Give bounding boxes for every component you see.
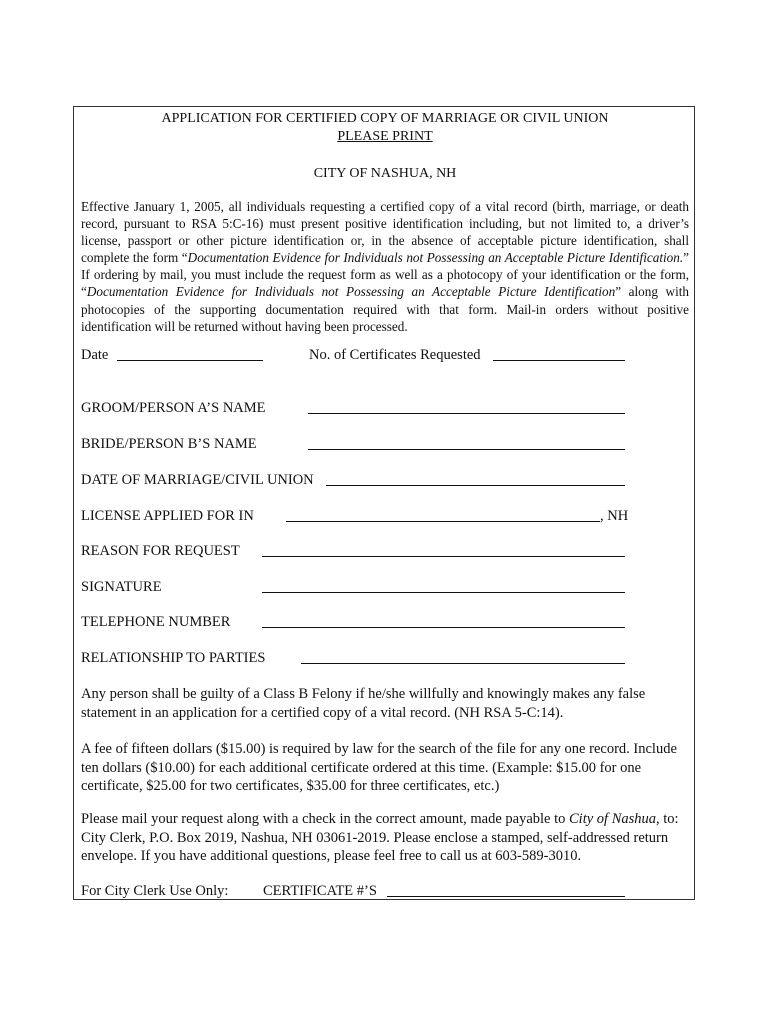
groom-name-label: GROOM/PERSON A’S NAME	[81, 400, 266, 416]
license-location-field[interactable]	[286, 521, 600, 522]
intro-text-2: ” If ordering by mail, you must include the request form as well as a photocopy of your identification or the form, “	[81, 250, 689, 300]
mail-text-2: , to: City Clerk, P.O. Box 2019, Nashua, NH 03061-2019. Please enclose a stamped, self-addressed return envelope. If you have additional questions, please feel free to call us at 603-589-3010.	[81, 811, 679, 865]
marriage-date-field[interactable]	[326, 485, 625, 486]
reason-label: REASON FOR REQUEST	[81, 543, 240, 559]
telephone-field[interactable]	[262, 627, 625, 628]
identification-notice	[81, 198, 689, 335]
relationship-label: RELATIONSHIP TO PARTIES	[81, 650, 266, 666]
felony-notice: Any person shall be guilty of a Class B Felony if he/she willfully and knowingly makes any false statement in an application for a certified copy of a vital record. (NH RSA 5-C:14).	[81, 686, 646, 721]
payee-name: City of Nashua	[569, 811, 657, 827]
marriage-date-label: DATE OF MARRIAGE/CIVIL UNION	[81, 472, 314, 488]
date-label: Date	[81, 347, 109, 363]
telephone-label: TELEPHONE NUMBER	[81, 614, 231, 630]
city-heading: CITY OF NASHUA, NH	[313, 166, 457, 181]
mail-text-1: Please mail your request along with a check in the correct amount, made payable to	[81, 811, 569, 827]
reason-field[interactable]	[262, 556, 625, 557]
form-title: APPLICATION FOR CERTIFIED COPY OF MARRIAGE OR CIVIL UNION	[161, 111, 609, 126]
relationship-field[interactable]	[301, 663, 625, 664]
certificate-numbers-field[interactable]	[387, 896, 625, 897]
certificates-field[interactable]	[493, 360, 625, 361]
fee-notice: A fee of fifteen dollars ($15.00) is required by law for the search of the file for any one record. Include ten dollars ($10.00) for each additional certificate ordered at this time. (Example: $15.00 for one certificate, $25.00 for two certificates, $35.00 for three certificates, etc.)	[81, 741, 677, 795]
intro-text-1: Effective January 1, 2005, all individuals requesting a certified copy of a vital record (birth, marriage, or death record, pursuant to RSA 5:C-16) must present positive identification including, but not limited to, a driver’s license, passport or other picture identification or, in the absence of acceptable picture identification, shall complete the form “	[81, 199, 689, 266]
date-field[interactable]	[117, 360, 263, 361]
mailing-instructions	[81, 810, 693, 866]
signature-field[interactable]	[262, 592, 625, 593]
license-location-label: LICENSE APPLIED FOR IN	[81, 508, 254, 524]
intro-form-name-2: Documentation Evidence for Individuals not Possessing an Acceptable Picture Identification	[86, 284, 616, 300]
bride-name-label: BRIDE/PERSON B’S NAME	[81, 436, 257, 452]
license-state-suffix: , NH	[600, 508, 629, 524]
intro-text-3: ” along with photocopies of the supporting documentation required with that form. Mail-in orders without positive identification will be returned without having been processed.	[81, 284, 689, 334]
please-print-subtitle: PLEASE PRINT	[337, 129, 433, 144]
certificates-label: No. of Certificates Requested	[309, 347, 481, 363]
certificate-numbers-label: CERTIFICATE #’S	[263, 883, 377, 899]
groom-name-field[interactable]	[308, 413, 625, 414]
intro-form-name-1: Documentation Evidence for Individuals not Possessing an Acceptable Picture Identification.	[187, 250, 684, 266]
bride-name-field[interactable]	[308, 449, 625, 450]
clerk-use-label: For City Clerk Use Only:	[81, 883, 229, 899]
signature-label: SIGNATURE	[81, 579, 162, 595]
